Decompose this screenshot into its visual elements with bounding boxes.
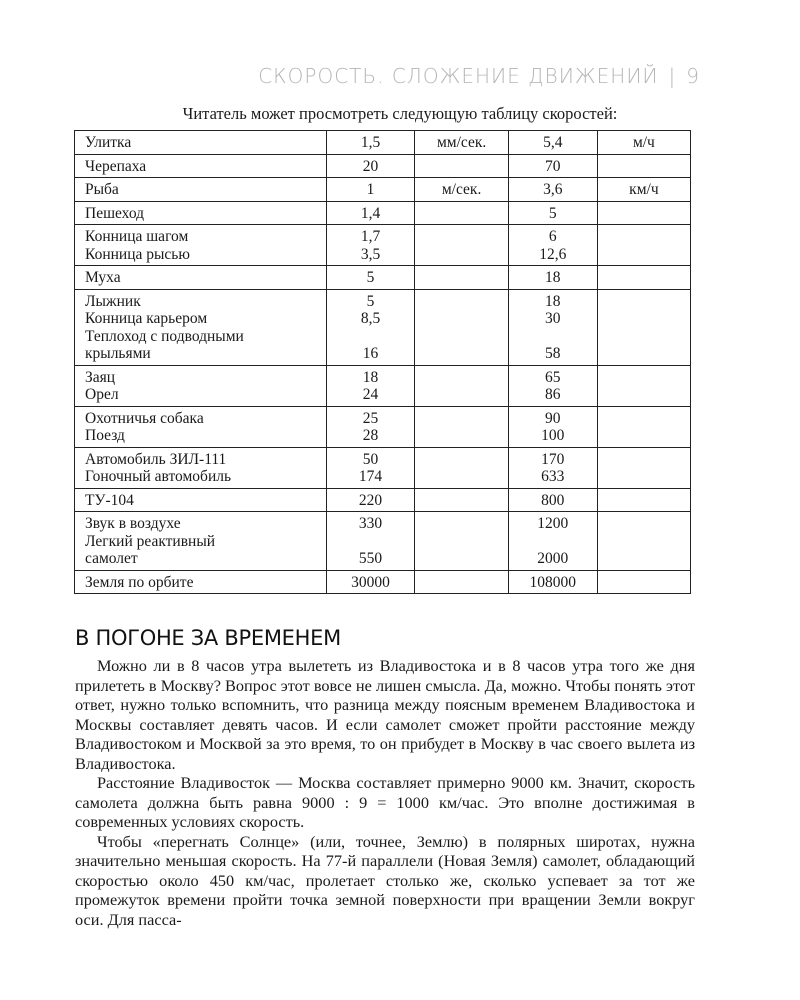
subject-cell-line: ТУ-104	[85, 491, 134, 509]
header-separator: |	[668, 64, 677, 88]
speed-value-cell-line: 25	[362, 409, 379, 427]
speed-value-cell-line: 170	[541, 450, 565, 468]
page-number: 9	[686, 64, 700, 88]
unit-cell	[415, 266, 508, 290]
subject-cell-line: крыльями	[85, 345, 151, 362]
speed-value-cell	[326, 131, 415, 155]
table-row	[75, 447, 691, 488]
table-row	[75, 225, 691, 266]
subject-cell-line: Звук в воздухе	[85, 515, 181, 532]
speed-value-cell-line	[515, 533, 591, 551]
subject-cell	[75, 447, 327, 488]
subject-cell-line: Поезд	[85, 427, 125, 444]
subject-cell-line: Пешеход	[85, 204, 145, 222]
speed-value-cell	[326, 178, 415, 202]
paragraph: Чтобы «перегнать Солнце» (или, точнее, Землю) в полярных широтах, нужна значительно меньшая скорость. На 77-й параллели (Новая Земля) самолет, обладающий скоростью около 450 км/час, пролетает столько же, сколько успевает за тот же промежуток времени пройти точка земной поверхности при вращении Земли вокруг оси. Для пасса-	[75, 831, 695, 929]
subject-cell-line: Легкий реактивный	[85, 532, 216, 550]
speed-value-cell	[508, 131, 597, 155]
speed-value-cell	[508, 289, 597, 365]
speed-value-cell	[508, 406, 597, 447]
subject-cell	[75, 289, 327, 365]
speed-value-cell-line: 100	[541, 427, 565, 444]
table-row	[75, 365, 691, 406]
unit-cell	[415, 225, 508, 266]
speed-value-cell	[508, 266, 597, 290]
subject-cell	[75, 131, 327, 155]
unit-cell	[597, 225, 690, 266]
speed-value-cell-line: 1	[366, 181, 375, 198]
speed-value-cell-line: 633	[541, 468, 565, 485]
unit-cell: км/ч	[597, 178, 690, 202]
unit-cell	[415, 447, 508, 488]
table-row	[75, 570, 691, 594]
unit-cell	[597, 447, 690, 488]
speed-value-cell-line: 30	[545, 310, 561, 327]
speed-value-cell-line: 3,6	[543, 181, 563, 198]
speed-value-cell-line: 16	[362, 345, 379, 362]
speed-table	[74, 130, 691, 594]
subject-cell-line: Рыба	[85, 181, 119, 198]
speed-value-cell-line: 30000	[351, 573, 390, 591]
subject-cell	[75, 488, 327, 512]
unit-cell: м/ч	[597, 131, 690, 155]
speed-value-cell	[326, 154, 415, 178]
speed-value-cell-line: 12,6	[539, 245, 567, 263]
unit-cell	[415, 570, 508, 594]
subject-cell-line: Муха	[85, 269, 121, 286]
unit-cell	[415, 201, 508, 225]
speed-value-cell-line: 5	[548, 204, 557, 222]
speed-value-cell-line: 5	[366, 269, 375, 286]
subject-cell-line: Конница карьером	[85, 310, 208, 327]
subject-cell-line: Орел	[85, 386, 119, 403]
speed-value-cell-line: 5,4	[543, 134, 563, 151]
table-row	[75, 178, 691, 202]
subject-cell-line: Заяц	[85, 368, 116, 386]
speed-value-cell-line: 1,4	[360, 204, 381, 222]
subject-cell	[75, 365, 327, 406]
speed-value-cell-line: 3,5	[360, 245, 381, 263]
unit-cell	[597, 406, 690, 447]
speed-value-cell-line: 1,7	[360, 228, 381, 245]
subject-cell-line: Теплоход с подводными	[85, 327, 244, 345]
unit-cell	[415, 365, 508, 406]
speed-value-cell-line: 65	[545, 368, 561, 386]
unit-cell: мм/сек.	[415, 131, 508, 155]
unit-cell	[597, 266, 690, 290]
running-header	[258, 64, 700, 88]
speed-value-cell-line: 90	[545, 409, 561, 427]
table-row	[75, 512, 691, 571]
table-row	[75, 154, 691, 178]
speed-value-cell	[508, 488, 597, 512]
unit-cell	[415, 406, 508, 447]
subject-cell-line: Гоночный автомобиль	[85, 468, 232, 485]
subject-cell	[75, 225, 327, 266]
subject-cell	[75, 406, 327, 447]
subject-cell-line: Улитка	[85, 134, 132, 151]
table-row	[75, 488, 691, 512]
speed-value-cell	[326, 488, 415, 512]
speed-value-cell-line	[515, 328, 591, 346]
speed-value-cell-line: 2000	[537, 550, 569, 567]
speed-value-cell	[508, 570, 597, 594]
subject-cell	[75, 570, 327, 594]
running-title: СКОРОСТЬ. СЛОЖЕНИЕ ДВИЖЕНИЙ	[258, 64, 659, 88]
body-text	[75, 656, 695, 929]
subject-cell-line: Конница шагом	[85, 228, 189, 245]
section-title: В ПОГОНЕ ЗА ВРЕМЕНЕМ	[75, 626, 341, 650]
speed-value-cell	[326, 365, 415, 406]
subject-cell-line: Земля по орбите	[85, 573, 194, 591]
speed-value-cell-line: 1,5	[360, 134, 381, 151]
unit-cell	[597, 289, 690, 365]
speed-value-cell-line: 70	[545, 157, 561, 175]
subject-cell	[75, 154, 327, 178]
subject-cell-line: Автомобиль ЗИЛ-111	[85, 450, 227, 468]
speed-value-cell	[326, 570, 415, 594]
speed-value-cell-line: 550	[358, 550, 383, 567]
speed-value-cell-line: 330	[358, 515, 383, 532]
speed-value-cell-line	[333, 328, 409, 346]
speed-value-cell-line: 108000	[529, 573, 577, 591]
speed-value-cell	[508, 154, 597, 178]
table-row	[75, 406, 691, 447]
speed-value-cell-line: 86	[545, 386, 561, 403]
unit-cell	[415, 488, 508, 512]
speed-value-cell	[508, 225, 597, 266]
unit-cell: м/сек.	[415, 178, 508, 202]
speed-value-cell-line: 18	[362, 368, 379, 386]
subject-cell-line: самолет	[85, 550, 138, 567]
paragraph: Можно ли в 8 часов утра вылететь из Владивостока и в 8 часов утра того же дня прилететь в Москву? Вопрос этот вовсе не лишен смысла. Да, можно. Чтобы понять этот ответ, нужно только вспомнить, что разница между поясным временем Владивостока и Москвы составляет девять часов. И если самолет сможет пройти расстояние между Владивостоком и Москвой за это время, то он прибудет в Москву в час своего вылета из Владивостока.	[75, 656, 695, 773]
subject-cell	[75, 201, 327, 225]
speed-value-cell	[508, 178, 597, 202]
speed-value-cell-line: 6	[548, 228, 557, 245]
unit-cell	[597, 154, 690, 178]
unit-cell	[597, 365, 690, 406]
speed-value-cell-line: 50	[362, 450, 379, 468]
speed-value-cell-line: 8,5	[360, 310, 381, 327]
speed-value-cell-line: 18	[545, 269, 561, 286]
speed-value-cell	[326, 225, 415, 266]
speed-value-cell	[326, 289, 415, 365]
subject-cell	[75, 512, 327, 571]
table-row	[75, 201, 691, 225]
unit-cell	[415, 512, 508, 571]
unit-cell	[597, 570, 690, 594]
speed-value-cell	[508, 201, 597, 225]
unit-cell	[415, 154, 508, 178]
table-row	[75, 131, 691, 155]
speed-value-cell	[508, 447, 597, 488]
unit-cell	[597, 488, 690, 512]
speed-value-cell-line: 24	[362, 386, 379, 403]
speed-value-cell-line: 20	[362, 157, 379, 175]
speed-value-cell-line	[333, 533, 409, 551]
unit-cell	[597, 201, 690, 225]
speed-value-cell	[508, 365, 597, 406]
speed-value-cell-line: 18	[545, 292, 561, 310]
unit-cell	[415, 289, 508, 365]
subject-cell	[75, 178, 327, 202]
table-row	[75, 289, 691, 365]
unit-cell	[597, 512, 690, 571]
speed-value-cell	[508, 512, 597, 571]
speed-value-cell-line: 220	[358, 491, 383, 509]
speed-value-cell	[326, 201, 415, 225]
speed-value-cell-line: 28	[362, 427, 379, 444]
speed-value-cell	[326, 406, 415, 447]
speed-value-cell-line: 174	[358, 468, 383, 485]
speed-value-cell-line: 5	[366, 292, 375, 310]
table-intro: Читатель может просмотреть следующую таблицу скоростей:	[182, 104, 618, 123]
speed-value-cell	[326, 447, 415, 488]
speed-value-cell	[326, 266, 415, 290]
paragraph: Расстояние Владивосток — Москва составляет примерно 9000 км. Значит, скорость самолета должна быть равна 9000 : 9 = 1000 км/час. Это вполне достижимая в современных условиях скорость.	[75, 773, 695, 831]
speed-table-body	[75, 131, 691, 594]
subject-cell-line: Лыжник	[85, 292, 141, 310]
table-row	[75, 266, 691, 290]
subject-cell-line: Черепаха	[85, 157, 147, 175]
subject-cell-line: Конница рысью	[85, 245, 190, 263]
subject-cell	[75, 266, 327, 290]
speed-value-cell-line: 1200	[537, 515, 569, 532]
subject-cell-line: Охотничья собака	[85, 409, 204, 427]
speed-value-cell	[326, 512, 415, 571]
speed-value-cell-line: 800	[541, 491, 565, 509]
speed-value-cell-line: 58	[545, 345, 561, 362]
